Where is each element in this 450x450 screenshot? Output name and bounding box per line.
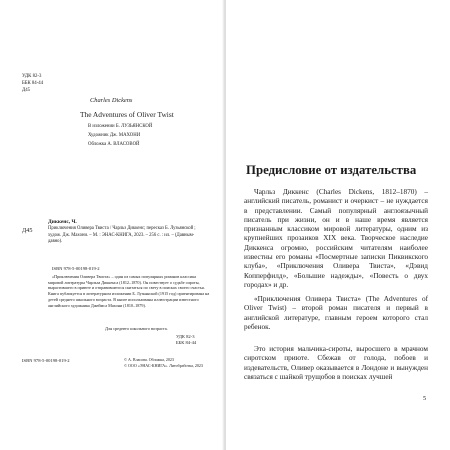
book-description: «Приключения Оливера Твиста» – один из самых популярных романов классика мировой литературы Чарльза Диккенса (1812–1870). Он повествует о судьбе сироты, вырастившего в приюте и отправившегося скитаться по свету в поисках своего счастья. Книга публикуется в литературном изложении Б. Лузьянской (1915 год) ориентирована на детей среднего школьного возраста. В книге использованы иллюстрации известного английского художника Джеймса Махони (1810–1879). [48,274,210,308]
isbn-bottom: ISBN 978-5-00198-019-2 [22,358,70,363]
author-mark: Д45 [22,88,31,93]
catalog-entry: Приключения Оливера Твиста / Чарльз Диккенс; пересказ Б. Лузьянской ; худож. Дж. Махони. – М. : ЭНАС-КНИГА, 2023. – 256 с. : ил. – (Давным-давно). [48,226,196,244]
bbk-code: ББК 84-44 [22,81,44,86]
left-page [0,0,224,450]
paragraph-2: «Приключения Оливера Твиста» (The Adventures of Oliver Twist) – второй роман писателя и первый в английской литературе, главным героем которого стал ребенок. [244,295,428,331]
page-number: 5 [423,395,427,402]
copyright-publisher: © ООО «ЭНАС-КНИГА». Литобработка, 2023 [124,362,203,368]
bbk-code-bottom: ББК 84-44 [176,340,197,346]
classification-bottom [176,334,196,347]
catalog-code: Д45 [22,227,33,234]
credit-illustrator: Художник Дж. МАХОНИ [88,133,141,138]
isbn-top: ISBN 978-5-00198-019-2 [52,266,100,271]
credit-adaptation: В изложении Б. ЛУЗЬЯНСКОЙ [88,124,153,129]
original-author: Charles Dickens [90,97,133,104]
original-title: The Adventures of Oliver Twist [80,110,174,119]
udc-code: УДК 82-3 [22,74,42,79]
credit-cover: Обложка А. ВЛАСОВОЙ [88,142,140,147]
copyright-cover: © А. Власова. Обложка, 2023 [124,357,174,362]
page-heading: Предисловие от издательства [246,163,417,177]
age-note: Для среднего школьного возраста. [105,326,168,331]
paragraph-1: Чарльз Диккенс (Charles Dickens, 1812–1870) – английский писатель, романист и очеркист – не нуждается в представлении. Самый популярный англоязычный писатель при жизни, он и в наше время является признанным классиком мировой литературы, одним из крупнейших прозаиков XIX века. Творческое наследие Диккенса огромно, российским читателям наиболее известны его романы «Посмертные записки Пиквикского клуба», «Приключения Оливера Твиста», «Дэвид Копперфилд», «Большие надежды», «Повесть о двух городах» и др. [244,188,428,289]
copyright-block [124,357,203,368]
udc-code-bottom: УДК 82-3 [176,334,195,339]
catalog-author: Диккенс, Ч. [48,219,77,225]
paragraph-3: Это история мальчика-сироты, выросшего в мрачном сиротском приюте. Сбежав от голода, побоев и издевательств, Оливер оказывается в Лондоне и вынужден связаться с шайкой трущобов в поисках лучшей [244,345,428,381]
